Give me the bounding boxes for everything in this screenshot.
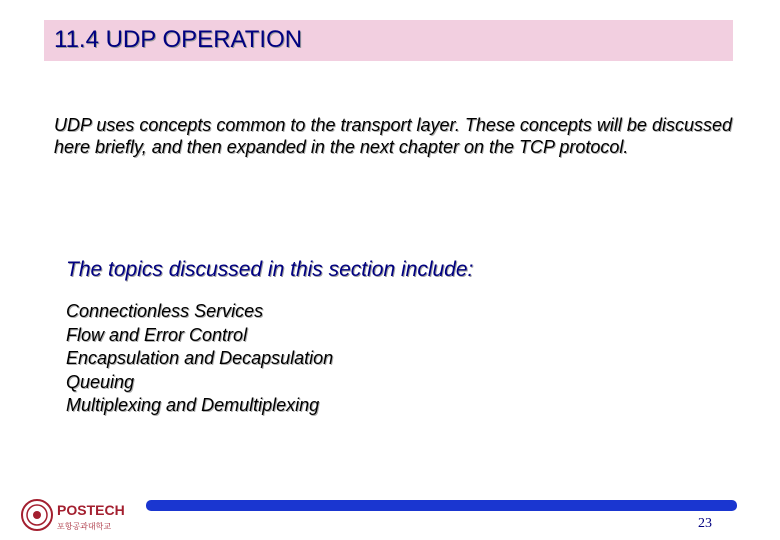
emblem-icon: [22, 500, 52, 530]
topics-list: [66, 300, 333, 418]
topic-item: Flow and Error Control: [66, 324, 248, 345]
intro-paragraph: UDP uses concepts common to the transport layer. These concepts will be discussed here briefly, and then expanded in the next chapter on the TCP protocol.: [54, 115, 732, 157]
slide-title: 11.4 UDP OPERATION: [54, 26, 303, 53]
page-number: 23: [698, 516, 712, 531]
title-bar: [44, 20, 733, 61]
topic-item: Queuing: [66, 371, 135, 392]
postech-logo: [20, 497, 130, 533]
topic-item: Multiplexing and Demultiplexing: [66, 395, 320, 415]
logo-subtext: 포항공과대학교: [57, 522, 112, 531]
topic-item: Connectionless Services: [66, 301, 264, 321]
topics-heading: The topics discussed in this section include:: [66, 258, 474, 281]
footer-bar: [146, 500, 737, 511]
topic-item: Encapsulation and Decapsulation: [66, 348, 334, 368]
logo-text: POSTECH: [57, 502, 125, 518]
